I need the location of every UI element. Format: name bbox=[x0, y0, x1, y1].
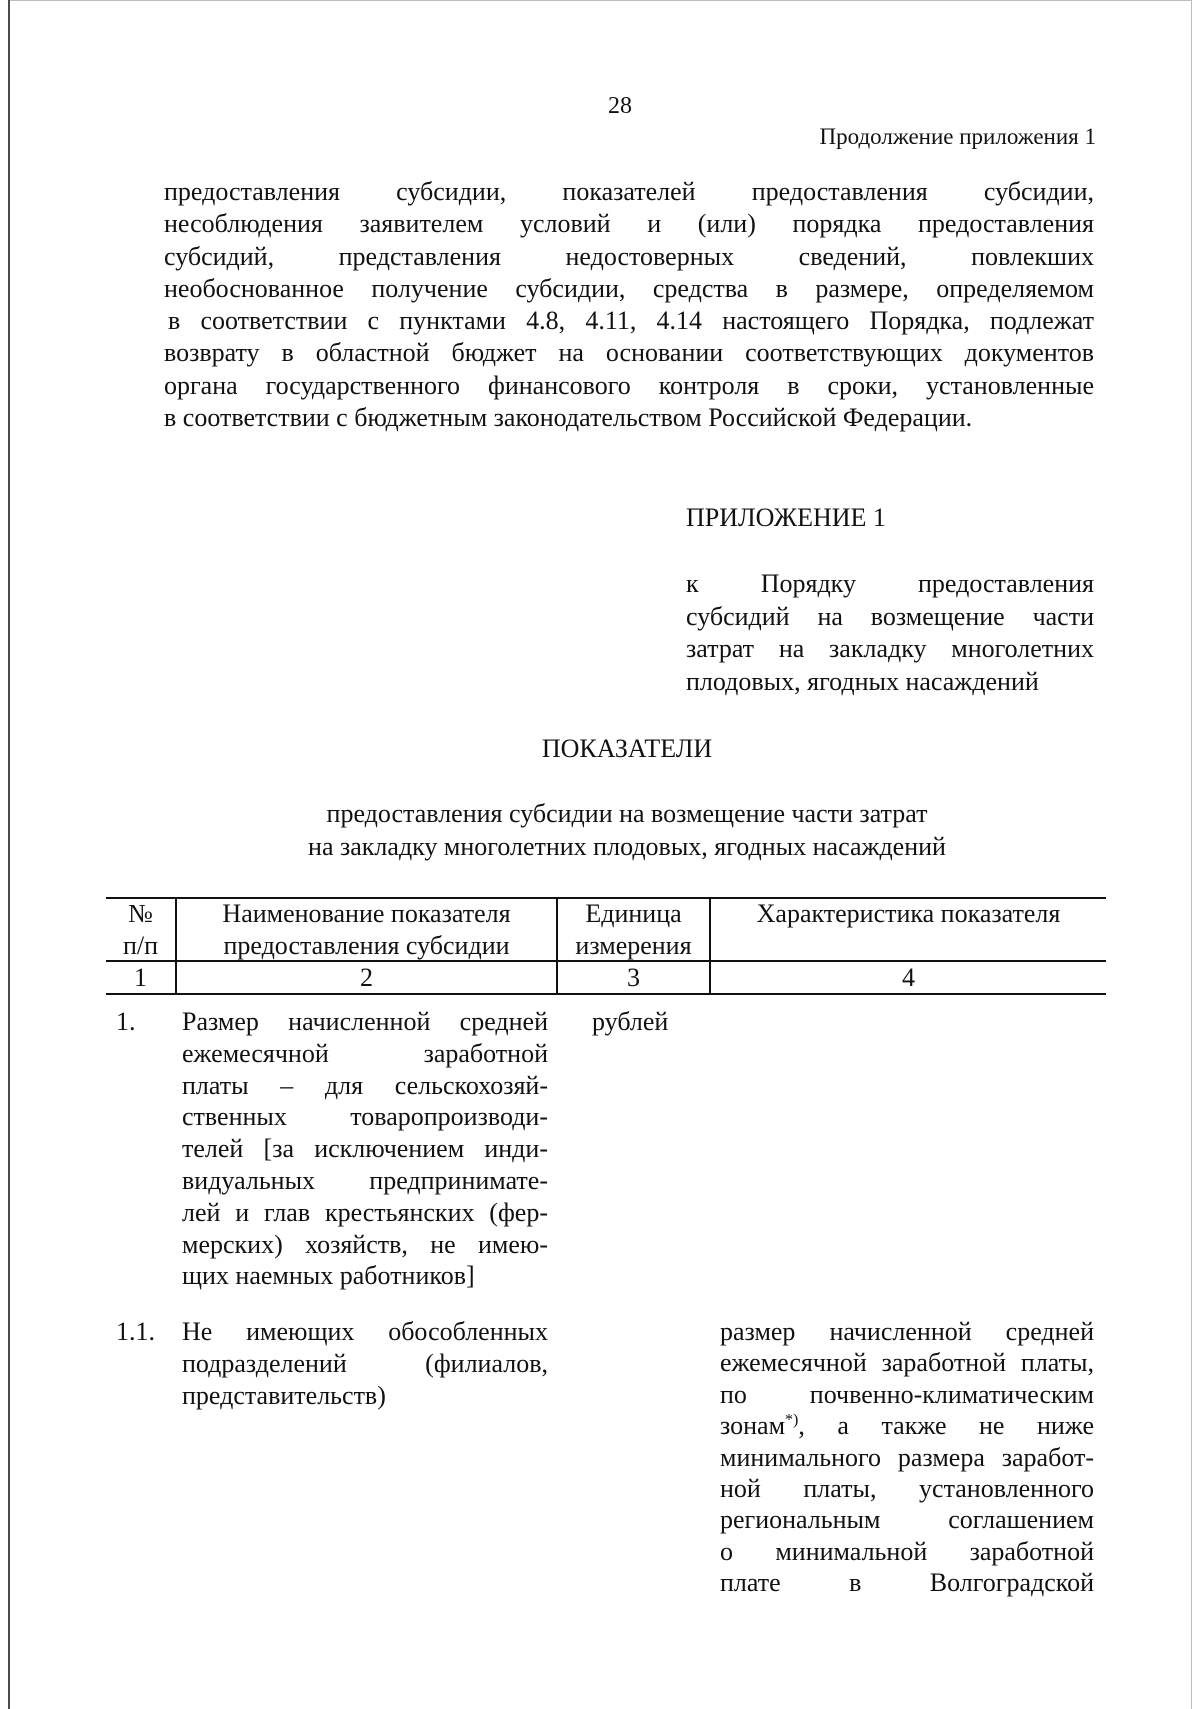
characteristic-line: ной платы, установленного bbox=[720, 1474, 1094, 1504]
column-number: 4 bbox=[902, 963, 915, 992]
characteristic-line: региональным соглашением bbox=[720, 1505, 1094, 1535]
row-1-1-name-line: Не имеющих обособленных bbox=[182, 1317, 548, 1346]
appendix-title: ПРИЛОЖЕНИЕ 1 bbox=[686, 503, 886, 532]
appendix-note bbox=[686, 568, 1094, 698]
appendix-note-line: затрат на закладку многолетних bbox=[686, 634, 1094, 663]
characteristic-line: размер начисленной средней bbox=[720, 1317, 1094, 1346]
appendix-note-line: к Порядку предоставления bbox=[686, 569, 1094, 598]
column-number: 1 bbox=[134, 963, 147, 992]
characteristic-line: по почвенно-климатическим bbox=[720, 1379, 1094, 1409]
appendix-note-line: плодовых, ягодных насаждений bbox=[686, 666, 1039, 696]
characteristic-line: о минимальной заработной bbox=[720, 1536, 1094, 1566]
row-1-name-line: ственных товаропроизводи- bbox=[182, 1102, 548, 1132]
body-line: субсидий, представления недостоверных сведений, повлекших bbox=[164, 241, 1094, 271]
section-subtitle-line: на закладку многолетних плодовых, ягодных насаждений bbox=[308, 832, 946, 861]
row-1-name-line: щих наемных работников] bbox=[182, 1261, 475, 1291]
body-line: органа государственного финансового контроля в сроки, установленные bbox=[164, 370, 1094, 400]
characteristic-line-with-footnote bbox=[720, 1410, 1094, 1441]
row-1-name-line: лей и глав крестьянских (фер- bbox=[182, 1197, 548, 1227]
row-1-1-name-line: представительств) bbox=[182, 1380, 386, 1410]
characteristic-line: плате в Волгоградской bbox=[720, 1568, 1094, 1598]
body-paragraph bbox=[164, 176, 1094, 434]
appendix-note-line: субсидий на возмещение части bbox=[686, 601, 1094, 631]
header-unit bbox=[558, 898, 709, 962]
header-name-line: Наименование показателя bbox=[222, 899, 511, 928]
header-unit-line: Единица bbox=[585, 899, 682, 928]
row-1-unit: рублей bbox=[592, 1007, 669, 1036]
body-line: несоблюдения заявителем условий и (или) порядка предоставления bbox=[164, 209, 1094, 239]
row-1-1-name bbox=[182, 1316, 548, 1411]
row-1-1-name-line: подразделений (филиалов, bbox=[182, 1348, 548, 1378]
row-1-name bbox=[182, 1006, 548, 1292]
body-line: предоставления субсидии, показателей предоставления субсидии, bbox=[164, 177, 1094, 206]
column-number: 2 bbox=[360, 963, 373, 992]
body-line: в соответствии с пунктами 4.8, 4.11, 4.14 настоящего Порядка, подлежат bbox=[168, 306, 1094, 336]
row-1-number: 1. bbox=[116, 1007, 136, 1036]
characteristic-footnote-word: зонам bbox=[720, 1411, 786, 1441]
header-number bbox=[106, 898, 175, 962]
section-title: ПОКАЗАТЕЛИ bbox=[541, 734, 713, 763]
body-line: возврату в областной бюджет на основании соответствующих документов bbox=[164, 338, 1094, 368]
header-name bbox=[177, 898, 556, 962]
body-line: в соответствии с бюджетным законодательством Российской Федерации. bbox=[164, 403, 973, 433]
body-line: необоснованное получение субсидии, средства в размере, определяемом bbox=[164, 273, 1094, 303]
row-1-name-line: ежемесячной заработной bbox=[182, 1038, 548, 1068]
row-1-name-line: Размер начисленной средней bbox=[182, 1007, 548, 1036]
footnote-marker: *) bbox=[785, 1411, 799, 1429]
characteristic-line: ежемесячной заработной платы, bbox=[720, 1348, 1094, 1378]
row-1-name-line: платы – для сельскохозяй- bbox=[182, 1070, 548, 1100]
row-1-name-line: мерских) хозяйств, не имею- bbox=[182, 1229, 548, 1259]
header-unit-line: измерения bbox=[575, 931, 692, 960]
characteristic-footnote-continuation: , а также не ниже bbox=[798, 1411, 1094, 1441]
row-1-name-line: телей [за исключением инди- bbox=[182, 1134, 548, 1164]
header-number-line: № bbox=[128, 899, 153, 928]
row-1-name-line: видуальных предпринимате- bbox=[182, 1165, 548, 1195]
characteristic-line: минимального размера заработ- bbox=[720, 1442, 1094, 1472]
column-number: 3 bbox=[627, 963, 640, 992]
header-characteristic: Характеристика показателя bbox=[756, 899, 1061, 928]
header-number-line: п/п bbox=[122, 931, 159, 960]
row-1-1-characteristic bbox=[720, 1316, 1094, 1599]
row-1-1-number: 1.1. bbox=[116, 1317, 155, 1346]
section-subtitle-line: предоставления субсидии на возмещение части затрат bbox=[326, 799, 928, 828]
scan-top-edge bbox=[8, 0, 1192, 1]
page-number: 28 bbox=[608, 93, 632, 119]
section-subtitle bbox=[0, 797, 1200, 863]
continuation-label: Продолжение приложения 1 bbox=[819, 124, 1096, 149]
header-name-line: предоставления субсидии bbox=[223, 931, 510, 960]
